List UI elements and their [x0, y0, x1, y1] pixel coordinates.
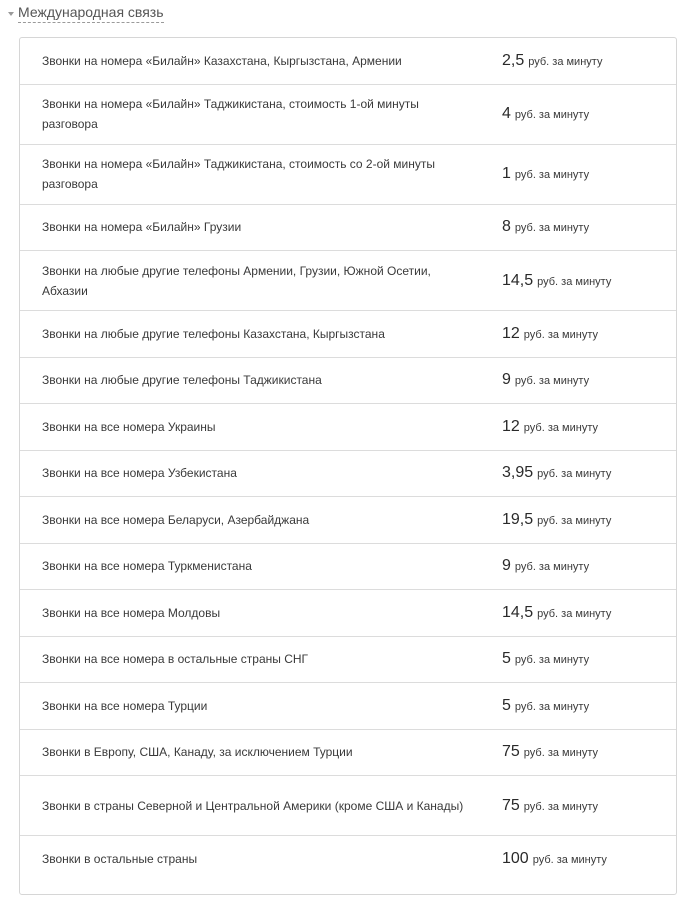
tariff-description: Звонки на все номера Узбекистана: [42, 466, 237, 481]
price-value: 9: [502, 557, 511, 575]
price-value: 3,95: [502, 464, 534, 482]
price-value: 9: [502, 371, 511, 389]
tariff-description: Звонки на все номера Украины: [42, 419, 216, 434]
price-value: 100: [502, 850, 529, 868]
price-value: 1: [502, 165, 511, 182]
tariff-price: [480, 418, 598, 436]
price-unit: руб. за минуту: [514, 700, 590, 713]
price-unit: руб. за минуту: [523, 328, 598, 341]
tariff-row: [20, 38, 676, 85]
tariff-price: [480, 105, 589, 123]
tariff-price: [480, 272, 611, 290]
price-value: 14,5: [502, 603, 534, 621]
price-unit: руб. за минуту: [528, 55, 603, 68]
tariff-description: Звонки на все номера Турции: [42, 698, 208, 713]
tariff-description: Звонки в Европу, США, Канаду, за исключением Турции: [42, 745, 353, 760]
tariff-description: Звонки на все номера Туркменистана: [42, 559, 252, 574]
price-value: 14,5: [502, 271, 534, 289]
tariff-price: [480, 511, 611, 529]
tariff-row: [20, 776, 676, 836]
price-value: 12: [502, 324, 520, 342]
price-value: 75: [502, 796, 520, 814]
tariff-price: [480, 52, 602, 70]
tariff-price: [480, 850, 607, 868]
tariff-row: [20, 637, 676, 684]
tariff-description: Звонки на все номера в остальные страны СНГ: [42, 652, 309, 667]
tariff-price: [480, 743, 598, 761]
price-unit: руб. за минуту: [514, 375, 590, 388]
price-value: 19,5: [502, 510, 534, 528]
tariff-row: [20, 836, 676, 883]
tariff-price: [480, 464, 611, 482]
tariff-row: [20, 145, 676, 205]
tariff-description: Звонки на любые другие телефоны Казахстана, Кыргызстана: [42, 326, 385, 341]
section-toggle[interactable]: [8, 4, 164, 23]
tariff-row: [20, 590, 676, 637]
tariff-row: [20, 251, 676, 311]
tariff-description: Звонки на номера «Билайн» Таджикистана, стоимость со 2-ой минуты разговора: [42, 157, 436, 191]
price-value: 75: [502, 743, 520, 761]
price-unit: руб. за минуту: [523, 747, 598, 760]
tariff-description: Звонки на любые другие телефоны Армении, Грузии, Южной Осетии, Абхазии: [42, 263, 431, 298]
tariff-price: [480, 604, 611, 622]
price-value: 5: [502, 696, 511, 714]
price-unit: руб. за минуту: [537, 607, 612, 620]
price-value: 8: [502, 218, 511, 236]
tariff-row: [20, 311, 676, 358]
tariff-description: Звонки в страны Северной и Центральной Америки (кроме США и Канады): [42, 798, 464, 813]
tariff-row: [20, 404, 676, 451]
price-value: 12: [502, 417, 520, 435]
tariff-description: Звонки на любые другие телефоны Таджикистана: [42, 373, 322, 388]
tariff-description: Звонки на номера «Билайн» Таджикистана, стоимость 1-ой минуты разговора: [42, 97, 419, 131]
price-unit: руб. за минуту: [514, 654, 590, 667]
tariff-table: [19, 37, 677, 895]
price-unit: руб. за минуту: [523, 421, 598, 434]
price-unit: руб. за минуту: [537, 468, 612, 481]
price-unit: руб. за минуту: [532, 854, 607, 867]
price-unit: руб. за минуту: [514, 109, 590, 121]
tariff-description: Звонки на номера «Билайн» Грузии: [42, 220, 242, 235]
tariff-row: [20, 544, 676, 591]
tariff-description: Звонки на все номера Беларуси, Азербайджана: [42, 512, 310, 527]
tariff-description: Звонки на номера «Билайн» Казахстана, Кыргызстана, Армении: [42, 53, 402, 68]
tariff-row: [20, 451, 676, 498]
tariff-description: Звонки в остальные страны: [42, 852, 198, 867]
tariff-price: [480, 797, 598, 815]
price-value: 2,5: [502, 51, 525, 69]
price-unit: руб. за минуту: [514, 561, 590, 574]
caret-down-icon: [8, 12, 14, 16]
tariff-price: [480, 697, 589, 715]
price-unit: руб. за минуту: [514, 222, 590, 235]
tariff-price: [480, 325, 598, 343]
tariff-row: [20, 85, 676, 145]
price-value: 4: [502, 105, 511, 122]
price-unit: руб. за минуту: [523, 800, 598, 813]
tariff-price: [480, 218, 589, 236]
tariff-price: [480, 650, 589, 668]
price-unit: руб. за минуту: [537, 514, 612, 527]
tariff-description: Звонки на все номера Молдовы: [42, 605, 221, 620]
price-value: 5: [502, 650, 511, 668]
price-unit: руб. за минуту: [537, 275, 612, 288]
tariff-row: [20, 683, 676, 730]
tariff-row: [20, 205, 676, 252]
tariff-row: [20, 730, 676, 777]
tariff-price: [480, 557, 589, 575]
tariff-price: [480, 371, 589, 389]
section-title[interactable]: Международная связь: [18, 4, 164, 23]
price-unit: руб. за минуту: [514, 169, 590, 181]
tariff-row: [20, 358, 676, 405]
tariff-row: [20, 497, 676, 544]
tariff-price: [480, 165, 589, 183]
